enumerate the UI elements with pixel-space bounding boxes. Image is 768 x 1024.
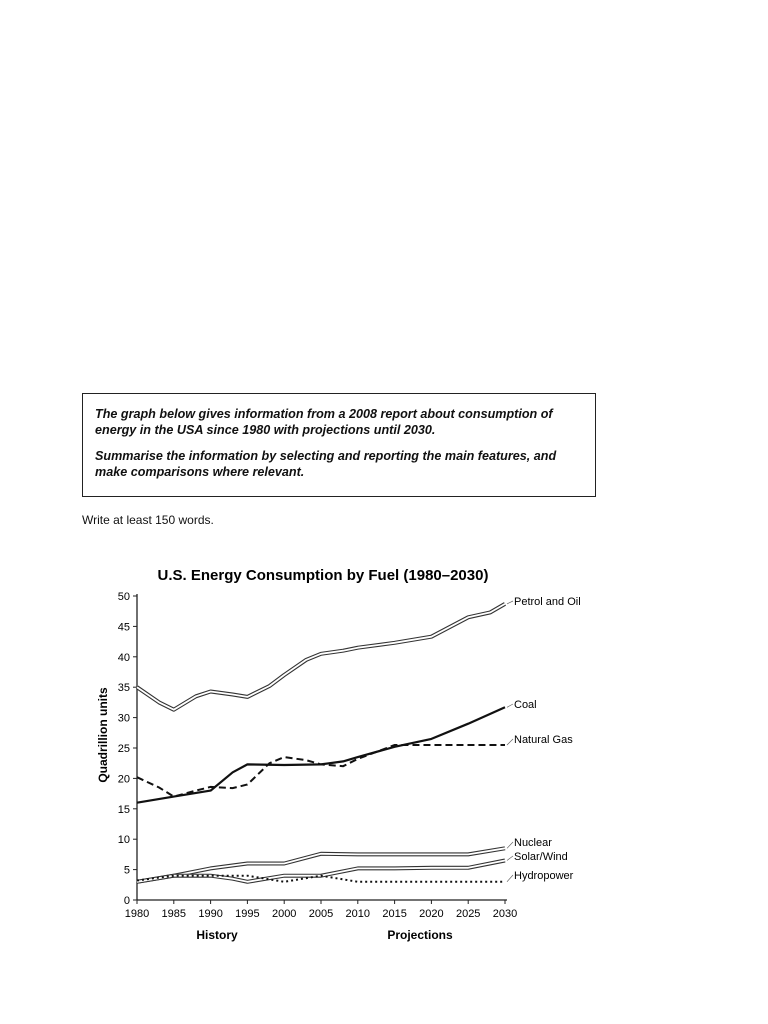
y-tick-label: 10 bbox=[117, 834, 130, 847]
legend-label-hydropower: Hydropower bbox=[514, 870, 574, 882]
y-tick-label: 5 bbox=[123, 864, 130, 877]
x-tick-label: 1995 bbox=[235, 908, 260, 920]
x-tick-label: 2030 bbox=[492, 908, 518, 920]
task-instruction: Summarise the information by selecting and reporting the main features, and make comparisons where relevant. bbox=[95, 449, 557, 479]
x-tick-label: 2025 bbox=[455, 908, 481, 920]
y-tick-label: 40 bbox=[117, 651, 130, 664]
x-tick-label: 2010 bbox=[345, 908, 371, 920]
y-tick-label: 15 bbox=[117, 803, 130, 816]
x-tick-label: 1985 bbox=[161, 908, 187, 920]
legend-label-coal: Coal bbox=[514, 699, 537, 711]
section-label-history: History bbox=[196, 928, 238, 942]
word-count-instruction: Write at least 150 words. bbox=[82, 513, 214, 527]
legend-leader-nuclear bbox=[507, 842, 513, 848]
series-line-natural-gas bbox=[137, 745, 505, 797]
x-tick-label: 2000 bbox=[271, 908, 297, 920]
energy-consumption-chart bbox=[0, 550, 768, 950]
y-tick-label: 25 bbox=[117, 743, 130, 755]
legend-leader-natural-gas bbox=[507, 739, 513, 745]
x-tick-label: 1980 bbox=[124, 908, 150, 920]
series-line-hydropower bbox=[137, 876, 505, 882]
legend-leader-hydropower bbox=[507, 875, 513, 882]
x-tick-label: 1990 bbox=[198, 908, 223, 920]
legend-leader-solar-wind bbox=[507, 856, 513, 860]
x-tick-label: 2015 bbox=[382, 908, 407, 920]
y-tick-label: 0 bbox=[123, 895, 130, 907]
y-tick-label: 35 bbox=[117, 682, 130, 695]
legend-leader-petrol-and-oil bbox=[507, 601, 513, 604]
y-tick-label: 30 bbox=[117, 712, 130, 725]
y-tick-label: 20 bbox=[117, 773, 130, 786]
y-tick-label: 50 bbox=[117, 591, 130, 603]
section-label-projections: Projections bbox=[387, 928, 453, 942]
chart-title: U.S. Energy Consumption by Fuel (1980–2030) bbox=[157, 567, 489, 584]
task-description: The graph below gives information from a 2008 report about consumption of energy in the USA since 1980 with projections until 2030. bbox=[95, 407, 553, 437]
legend-label-petrol-and-oil: Petrol and Oil bbox=[514, 596, 581, 608]
x-tick-label: 2020 bbox=[419, 908, 444, 920]
y-axis-label: Quadrillion units bbox=[96, 687, 110, 783]
series-line-coal bbox=[137, 707, 505, 802]
y-tick-label: 45 bbox=[117, 621, 130, 634]
legend-leader-coal bbox=[507, 704, 513, 707]
legend-label-nuclear: Nuclear bbox=[514, 837, 552, 849]
x-tick-label: 2005 bbox=[308, 908, 334, 920]
legend-label-natural-gas: Natural Gas bbox=[514, 734, 573, 746]
legend-label-solar-wind: Solar/Wind bbox=[514, 851, 568, 863]
series-line-petrol-and-oil bbox=[137, 604, 505, 710]
task-prompt-box bbox=[82, 393, 596, 497]
series-line-inner-petrol-and-oil bbox=[137, 604, 505, 710]
